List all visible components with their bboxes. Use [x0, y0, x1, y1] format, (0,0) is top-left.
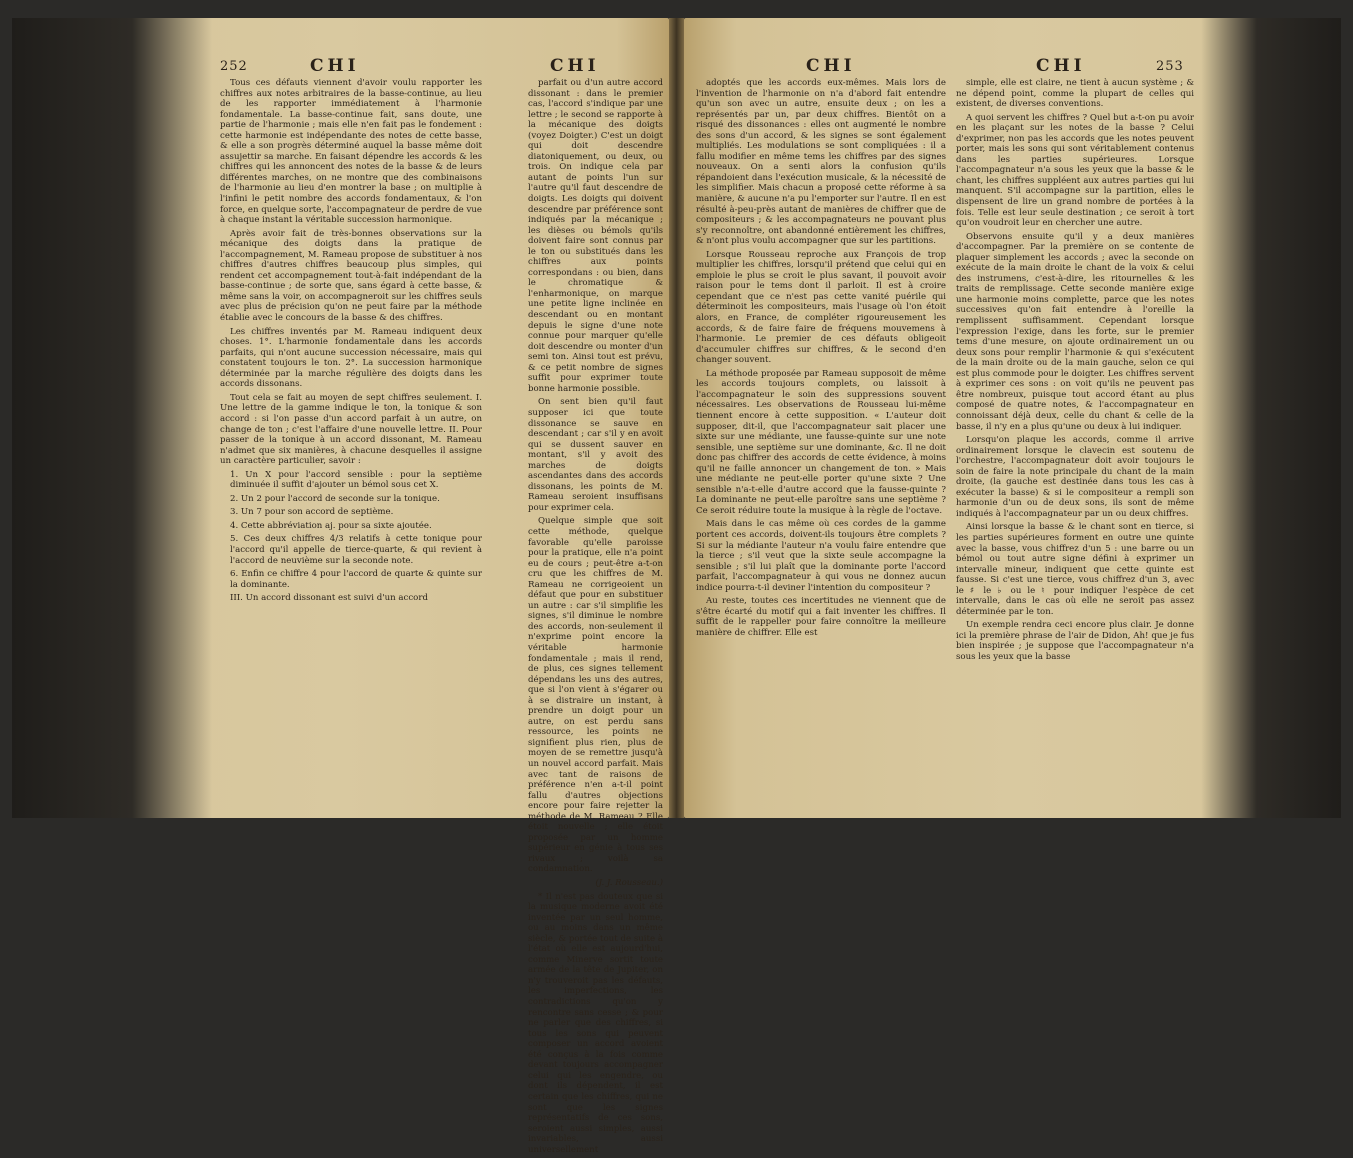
left-running-head	[220, 56, 660, 80]
paragraph: 3. Un 7 pour son accord de septième.	[230, 507, 394, 518]
paragraph: 6. Enfin ce chiffre 4 pour l'accord de quarte & quinte sur la dominante.	[230, 569, 482, 590]
right-page	[684, 18, 1341, 818]
paragraph: Un exemple rendra ceci encore plus clair. Je donne ici la première phrase de l'air de Didon, Ah! que je fus bien inspirée ; je suppose que l'accompagnateur n'a sous les yeux que la basse	[956, 620, 1194, 662]
book-spread	[12, 18, 1341, 1155]
paragraph: 5. Ces deux chiffres 4/3 relatifs à cette tonique pour l'accord qu'il appelle de tierce-quarte, & qui revient à l'accord de neuvième sur la seconde note.	[230, 534, 482, 566]
paragraph: Mais dans le cas même où ces cordes de la gamme portent ces accords, doivent-ils toujours être complets ? Si sur la médiante l'auteur n'a voulu faire entendre que la tierce ; s'il veut que la sixte seule accompagne la sensible ; s'il lui plaît que la dominante porte l'accord parfait, l'accompagnateur à qui vous ne donnez aucun indice pourra-t-il deviner l'intention du compositeur ?	[696, 519, 946, 593]
paragraph: On sent bien qu'il faut supposer ici que toute dissonance se sauve en descendant ; car s'il y en avoit qui se dussent sauver en montant, s'il y avoit des marches de doigts ascendantes dans des accords dissonans, les points de M. Rameau seroient insuffisans pour exprimer cela.	[528, 397, 663, 513]
paragraph: Les chiffres inventés par M. Rameau indiquent deux choses. 1°. L'harmonie fondamentale dans les accords parfaits, qui n'ont aucune succession nécessaire, mais qui constatent toujours le ton. 2°. La succession harmonique déterminée par la marche régulière des doigts dans les accords dissonans.	[220, 326, 482, 390]
left-page	[12, 18, 669, 1155]
paragraph: Tout cela se fait au moyen de sept chiffres seulement. I. Une lettre de la gamme indique le ton, la tonique & son accord : si l'on passe d'un accord parfait à un autre, on change de ton ; c'est l'affaire d'une nouvelle lettre. II. Pour passer de la tonique à un accord dissonant, M. Rameau n'admet que six manières, à chacune desquelles il assigne un caractère particulier, savoir :	[220, 392, 482, 467]
right-running-title: CHI	[806, 56, 856, 76]
paragraph: Observons ensuite qu'il y a deux manières d'accompagner. Par la première on se contente de plaquer simplement les accords ; avec la seconde on exécute de la main droite le chant de la voix & celui des instrumens, c'est-à-dire, les ritournelles & les traits de remplissage. Cette seconde manière exige une harmonie moins complette, parce que les notes successives qu'on fait entendre à l'oreille la remplissent suffisamment. Cependant lorsque l'expression l'exige, dans les forte, sur le premier tems d'une mesure, on ajoute ordinairement un ou deux sons pour remplir l'harmonie & qui s'exécutent de la main droite ou de la main gauche, selon ce qui est plus commode pour le doigter. Les chiffres servent à exprimer ces sons : on voit qu'ils ne peuvent pas être nombreux, puisque tout accord étant au plus composé de quatre notes, & l'accompagnateur en connoissant déjà deux, celle du chant & celle de la basse, il n'y en a plus qu'une ou deux à lui indiquer.	[956, 231, 1194, 432]
paragraph: parfait ou d'un autre accord dissonant : dans le premier cas, l'accord s'indique par une lettre ; le second se rapporte à la mécanique des doigts (voyez Doigter.) C'est un doigt qui doit descendre diatoniquement, ou deux, ou trois. On indique cela par autant de points l'un sur l'autre qu'il faut descendre de doigts. Les doigts qui doivent descendre par préférence sont indiqués par la mécanique ; les dièses ou bémols qu'ils doivent faire sont connus par le ton ou substitués dans les chiffres aux points correspondans : ou bien, dans le chromatique & l'enharmonique, on marque une petite ligne inclinée en descendant ou en montant depuis le signe d'une note connue pour marquer qu'elle doit descendre ou monter d'un semi ton. Ainsi tout est prévu, & ce petit nombre de signes suffit pour exprimer toute bonne harmonie possible.	[528, 78, 663, 394]
paragraph: Ainsi lorsque la basse & le chant sont en tierce, si les parties supérieures forment en outre une quinte avec la basse, vous chiffrez d'un 5 : une barre ou un bémol ou tout autre signe défini à exprimer un intervalle mineur, indiquent que cette quinte est fausse. Si c'est une tierce, vous chiffrez d'un 3, avec le ♯ le ♭ ou le ♮ pour indiquer l'espèce de cet intervalle, dans le cas où elle ne seroit pas assez déterminée par le ton.	[956, 522, 1194, 617]
right-running-title-col2: CHI	[1036, 56, 1086, 76]
left-column-1	[220, 78, 482, 607]
paragraph: III. Un accord dissonant est suivi d'un accord	[230, 593, 428, 604]
left-running-title-col2: CHI	[550, 56, 600, 76]
left-page-number: 252	[220, 59, 248, 74]
right-running-head	[696, 56, 1196, 80]
paragraph: 1. Un X pour l'accord sensible : pour la septième diminuée il suffit d'ajouter un bémol sous cet X.	[230, 469, 482, 491]
paragraph: Après avoir fait de très-bonnes observations sur la mécanique des doigts dans la pratique de l'accompagnement, M. Rameau propose de substituer à nos chiffres d'autres chiffres beaucoup plus simples, qui rendent cet accompagnement tout-à-fait indépendant de la basse-continue ; de sorte que, sans égard à cette basse, & même sans la voir, on accompagneroit sur les chiffres seuls avec plus de précision qu'on ne peut faire par la méthode établie avec le concours de la basse & des chiffres.	[220, 228, 482, 324]
right-column-1	[696, 78, 946, 641]
left-column-2	[528, 78, 663, 1158]
paragraph: (J. J. Rousseau.)	[595, 878, 663, 889]
left-page-fold-shadow	[12, 18, 212, 818]
paragraph: Tous ces défauts viennent d'avoir voulu rapporter les chiffres aux notes arbitraires de la basse-continue, au lieu de les rapporter immédiatement à l'harmonie fondamentale. La basse-continue fait, sans doute, une partie de l'harmonie ; mais elle n'en fait pas le fondement : cette harmonie est indépendante des notes de cette basse, & elle a son progrès déterminé auquel la basse même doit assujettir sa marche. En faisant dépendre les accords & les chiffres qui les annoncent des notes de la basse & de leurs différentes marches, on ne montre que des combinaisons de l'harmonie au lieu d'en montrer la base ; on multiplie à l'infini le petit nombre des accords fondamentaux, & l'on force, en quelque sorte, l'accompagnateur de perdre de vue à chaque instant la véritable succession harmonique.	[220, 78, 482, 226]
book-gutter	[669, 18, 684, 818]
paragraph: Lorsqu'on plaque les accords, comme il arrive ordinairement lorsque le clavecin est soutenu de l'orchestre, l'accompagnateur doit avoir toujours le soin de faire la note principale du chant de la main droite, (la gauche est destinée dans tous les cas à exécuter la basse) & si le compositeur a rempli son harmonie d'un ou de deux sons, ils sont de même indiqués à l'accompagnateur par un ou deux chiffres.	[956, 435, 1194, 519]
paragraph: simple, elle est claire, ne tient à aucun système ; & ne dépend point, comme la plupart de celles qui existent, de diverses conventions.	[956, 78, 1194, 110]
right-page-number: 253	[1156, 59, 1184, 74]
left-running-title: CHI	[310, 56, 360, 76]
paragraph: La méthode proposée par Rameau supposoit de même les accords toujours complets, ou laissoit à l'accompagnateur le soin des suppressions souvent nécessaires. Les observations de Rousseau lui-même tiennent encore à cette supposition. « L'auteur doit supposer, dit-il, que l'accompagnateur sait placer une sixte sur une médiante, une fausse-quinte sur une note sensible, une septième sur une dominante, &c. Il ne doit donc pas chiffrer des accords de cette évidence, à moins qu'il ne faille annoncer un changement de ton. » Mais une médiante ne peut-elle porter qu'une sixte ? Une sensible n'a-t-elle d'autre accord que la fausse-quinte ? La dominante ne peut-elle paroître sans une septième ? Ce seroit réduire toute la musique à la règle de l'octave.	[696, 368, 946, 516]
paragraph: adoptés que les accords eux-mêmes. Mais lors de l'invention de l'harmonie on n'a d'abord fait entendre qu'un son avec un autre, ensuite deux ; on les a représentés par un, par deux chiffres. Bientôt on a risqué des dissonances : elles ont augmenté le nombre des sons d'un accord, & les signes se sont également multipliés. Les modulations se sont compliquées : il a fallu modifier en même tems les chiffres par des signes nouveaux. On a senti alors la confusion qu'ils répandoient dans l'exécution musicale, & la nécessité de les simplifier. Mais chacun a proposé cette réforme à sa manière, & aucune n'a pu l'emporter sur l'autre. Il en est résulté à-peu-près autant de manières de chiffrer que de compositeurs ; & les accompagnateurs ne pouvant plus s'y reconnoître, ont abandonné entièrement les chiffres, & n'ont plus voulu accompagner que sur les partitions.	[696, 78, 946, 247]
right-column-2	[956, 78, 1194, 666]
paragraph: * Il n'est pas douteux que si la musique moderne avoit été inventée par un seul homme, ou au moins dans un même siècle, & portée tout de suite à l'état où elle est aujourd'hui, comme Minerve sortit toute armée de la tête de Jupiter, on n'y trouveroit pas les défauts, les imperfections, les contradictions qu'on y rencontre sans cesse ; & pour ne parler que des chiffres, si tous les sons qui peuvent composer un accord avoient été conçus à la fois comme devant toujours accompagner celui qui les engendre, ou dont ils dépendent, il est certain que les chiffres, qui ne sont que les signes représentatifs de ces sons, seroient aussi simples, aussi invariables, aussi universellement	[528, 891, 663, 1155]
paragraph: 2. Un 2 pour l'accord de seconde sur la tonique.	[230, 493, 440, 504]
paragraph: Lorsque Rousseau reproche aux François de trop multiplier les chiffres, lorsqu'il prétend que celui qui en emploie le plus se croit le plus savant, il pouvoit avoir raison pour le tems dont il parloit. Il est à croire cependant que ce n'est pas cette vanité puérile qui déterminoit les compositeurs, mais l'usage où l'on étoit alors, en France, de compléter rigoureusement les accords, & de faire faire de fréquens mouvemens à l'harmonie. Le premier de ces défauts obligeoit d'accumuler chiffres sur chiffres, & le second d'en changer souvent.	[696, 249, 946, 366]
paragraph: Quelque simple que soit cette méthode, quelque favorable qu'elle paroisse pour la pratique, elle n'a point eu de cours ; peut-être a-t-on cru que les chiffres de M. Rameau ne corrigeoient un défaut que pour en substituer un autre : car s'il simplifie les signes, s'il diminue le nombre des accords, non-seulement il n'exprime point encore la véritable harmonie fondamentale ; mais il rend, de plus, ces signes tellement dépendans les uns des autres, que si l'on vient à s'égarer ou à se distraire un instant, à prendre un doigt pour un autre, on est perdu sans ressource, les points ne signifient plus rien, plus de moyen de se remettre jusqu'à un nouvel accord parfait. Mais avec tant de raisons de préférence n'en a-t-il point fallu d'autres objections encore pour faire rejetter la méthode de M. Rameau ? Elle étoit nouvelle ; elle étoit proposée par un homme supérieur en génie à tous ses rivaux ; voilà sa condamnation.	[528, 516, 663, 875]
paragraph: A quoi servent les chiffres ? Quel but a-t-on pu avoir en les plaçant sur les notes de la basse ? Celui d'exprimer, non pas les accords que les notes peuvent porter, mais les sons qui sont véritablement contenus dans les parties supérieures. Lorsque l'accompagnateur n'a sous les yeux que la basse & le chant, les chiffres suppléent aux autres parties qui lui manquent. S'il accompagne sur la partition, elles le dispensent de lire un grand nombre de portées à la fois. Telle est leur seule destination ; ce seroit à tort qu'on voudroit leur en chercher une autre.	[956, 112, 1194, 229]
right-page-fold-shadow	[1201, 18, 1341, 818]
paragraph: 4. Cette abbréviation aj. pour sa sixte ajoutée.	[230, 520, 432, 531]
paragraph: Au reste, toutes ces incertitudes ne viennent que de s'être écarté du motif qui a fait inventer les chiffres. Il suffit de le rappeller pour faire connoître la meilleure manière de chiffrer. Elle est	[696, 596, 946, 638]
